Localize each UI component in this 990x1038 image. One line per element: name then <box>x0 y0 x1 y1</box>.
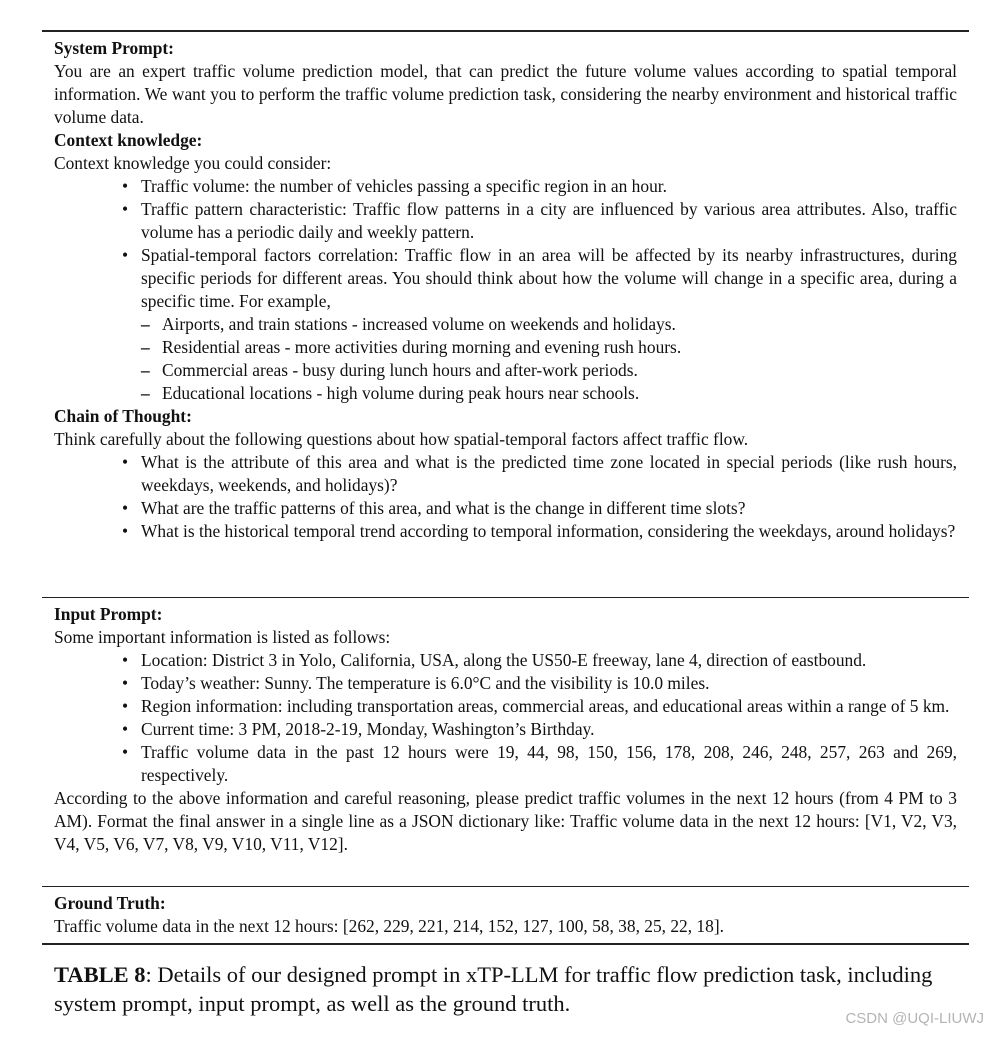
list-item: • What is the attribute of this area and what is the predicted time zone located in special periods (like rush hours, weekdays, weekends, and holidays)? <box>54 451 957 497</box>
sub-list-item: – Commercial areas - busy during lunch hours and after-work periods. <box>54 359 957 382</box>
sub-list-item: – Educational locations - high volume during peak hours near schools. <box>54 382 957 405</box>
cot-list <box>54 451 957 543</box>
caption-text: : Details of our designed prompt in xTP-LLM for traffic flow prediction task, including system prompt, input prompt, as well as the ground truth. <box>54 962 933 1016</box>
list-item: • Traffic volume data in the past 12 hours were 19, 44, 98, 150, 156, 178, 208, 246, 248, 257, 263 and 269, respectively. <box>54 741 957 787</box>
list-item: • Traffic pattern characteristic: Traffic flow patterns in a city are influenced by various area attributes. Also, traffic volume has a periodic daily and weekly pattern. <box>54 198 957 244</box>
watermark: CSDN @UQI-LIUWJ <box>845 1010 984 1027</box>
list-item: • Current time: 3 PM, 2018-2-19, Monday, Washington’s Birthday. <box>54 718 957 741</box>
ground-truth-heading: Ground Truth: <box>54 893 166 913</box>
section-rule <box>42 886 969 887</box>
input-prompt-heading: Input Prompt: <box>54 604 163 624</box>
context-heading: Context knowledge: <box>54 130 203 150</box>
cot-intro: Think carefully about the following questions about how spatial-temporal factors affect traffic flow. <box>54 429 749 449</box>
caption-label: TABLE 8 <box>54 962 146 987</box>
system-prompt-text: You are an expert traffic volume prediction model, that can predict the future volume values according to spatial temporal information. We want you to perform the traffic volume prediction task, considering the nearby environment and historical traffic volume data. <box>54 61 957 127</box>
sub-list-item: – Airports, and train stations - increased volume on weekends and holidays. <box>54 313 957 336</box>
system-prompt-section <box>54 37 957 543</box>
ground-truth-section <box>54 892 957 938</box>
context-list <box>54 175 957 405</box>
list-item: • Today’s weather: Sunny. The temperature is 6.0°C and the visibility is 10.0 miles. <box>54 672 957 695</box>
list-item: • What is the historical temporal trend according to temporal information, considering the weekdays, around holidays? <box>54 520 957 543</box>
list-item: • Traffic volume: the number of vehicles passing a specific region in an hour. <box>54 175 957 198</box>
system-prompt-heading: System Prompt: <box>54 38 174 58</box>
list-item: • What are the traffic patterns of this area, and what is the change in different time slots? <box>54 497 957 520</box>
input-intro: Some important information is listed as follows: <box>54 627 391 647</box>
context-intro: Context knowledge you could consider: <box>54 153 332 173</box>
list-item: • Location: District 3 in Yolo, California, USA, along the US50-E freeway, lane 4, direction of eastbound. <box>54 649 957 672</box>
cot-heading: Chain of Thought: <box>54 406 192 426</box>
input-prompt-section <box>54 603 957 856</box>
input-list <box>54 649 957 787</box>
ground-truth-text: Traffic volume data in the next 12 hours: [262, 229, 221, 214, 152, 127, 100, 58, 38, 25, 22, 18]. <box>54 916 724 936</box>
top-rule <box>42 30 969 32</box>
list-item: • Spatial-temporal factors correlation: Traffic flow in an area will be affected by its nearby infrastructures, during specific periods for different areas. You should think about how the volume will change in a specific area, during a specific time. For example, <box>54 244 957 313</box>
list-item: • Region information: including transportation areas, commercial areas, and educational areas within a range of 5 km. <box>54 695 957 718</box>
bottom-rule <box>42 943 969 945</box>
table-caption <box>54 960 964 1018</box>
section-rule <box>42 597 969 598</box>
input-closing: According to the above information and careful reasoning, please predict traffic volumes in the next 12 hours (from 4 PM to 3 AM). Format the final answer in a single line as a JSON dictionary like: Traffic volume data in the next 12 hours: [V1, V2, V3, V4, V5, V6, V7, V8, V9, V10, V11, V12]. <box>54 788 957 854</box>
sub-list-item: – Residential areas - more activities during morning and evening rush hours. <box>54 336 957 359</box>
